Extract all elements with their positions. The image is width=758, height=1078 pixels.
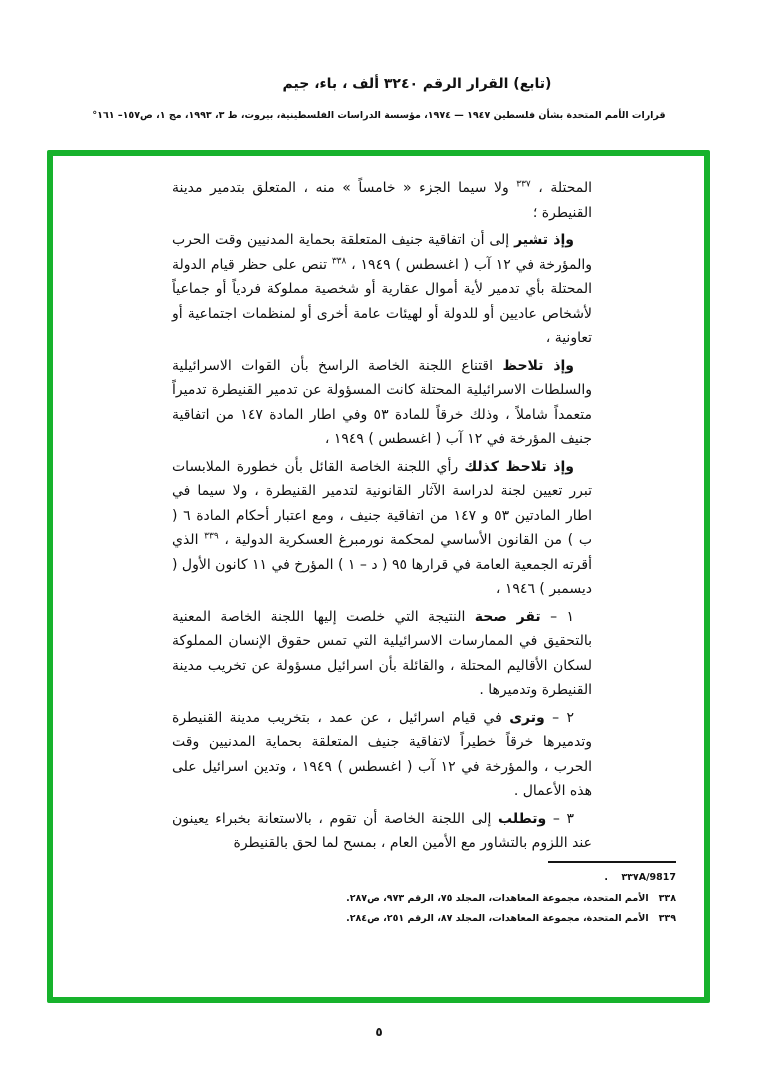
- text-run: الذي أقرته الجمعية العامة في قرارها ٩٥ ( د – ١ ) المؤرخ في ١١ كانون الأول ( ديسمبر ) ١٩٤٦ ،: [172, 532, 592, 597]
- footnote-number: ٣٣٧: [621, 872, 639, 883]
- document-header-title: (تابع) القرار الرقم ٣٢٤٠ ألف ، باء، جيم: [282, 76, 552, 92]
- text-run: إلى أن اتفاقية جنيف المتعلقة بحماية المدنيين وقت الحرب والمؤرخة في ١٢ آب ( اغسطس ) ١٩٤٩ ،: [172, 232, 593, 273]
- paragraph: [172, 706, 592, 804]
- text-run: إلى اللجنة الخاصة أن تقوم ، بالاستعانة بخبراء يعينون عند اللزوم بالتشاور مع الأمين العام ، بمسح لما لحق بالقنيطرة: [172, 810, 592, 851]
- text-run: ٣ –: [546, 810, 574, 827]
- footnote: [336, 889, 676, 910]
- paragraph: [172, 176, 592, 225]
- paragraph: [172, 228, 592, 351]
- footnote-text: A/9817 .: [604, 872, 676, 883]
- text-run: وإذ تلاحظ كذلك: [464, 458, 574, 475]
- text-run: في قيام اسرائيل ، عن عمد ، بتخريب مدينة القنيطرة وتدميرها خرقاً خطيراً لاتفاقية جنيف المتعلقة بحماية المدنيين وقت الحرب ، والمؤرخة في ١٢ آب ( اغسطس ) ١٩٤٩ ، وتدين اسرائيل على هذه الأعمال .: [172, 709, 592, 799]
- paragraph: [172, 354, 592, 452]
- text-run: وإذ تشير: [514, 232, 574, 248]
- text-run: تقر صحة: [474, 608, 541, 625]
- footnote: [336, 868, 676, 889]
- text-run: ١ –: [540, 608, 574, 625]
- footnote: [336, 909, 676, 930]
- text-run: المحتلة ،: [530, 180, 592, 196]
- footnote-separator-line: [548, 861, 676, 863]
- footnote-reference: ٣٣٩: [204, 531, 219, 542]
- document-header-subtitle: قرارات الأمم المتحدة بشأن فلسطين ١٩٤٧ — ١٩٧٤، مؤسسة الدراسات الفلسطينية، بيروت، ط ٣، ١٩٩٣، مج ١، ص١٥٧– ١٦١°: [92, 110, 666, 121]
- footnotes-block: [336, 868, 676, 930]
- text-run: النتيجة التي خلصت إليها اللجنة الخاصة المعنية بالتحقيق في الممارسات الاسرائيلية التي تمس حقوق الإنسان المملوكة لسكان الأقاليم المحتلة ، والقائلة بأن اسرائيل مسؤولة عن تخريب مدينة القنيطرة وتدميرها .: [172, 608, 592, 698]
- text-run: تنص على حظر قيام الدولة المحتلة بأي تدمير لأية أموال عقارية أو شخصية مملوكة فردياً أو جماعياً لأشخاص عاديين أو للدولة أو لهيئات عامة أخرى أو لمنظمات اجتماعية أو تعاونية ،: [172, 256, 592, 346]
- footnote-reference: ٣٣٧: [516, 179, 531, 190]
- footnote-number: ٣٣٨: [658, 892, 676, 904]
- text-run: ٢ –: [544, 709, 575, 726]
- footnote-number: ٣٣٩: [658, 913, 676, 924]
- footnote-reference: ٣٣٨: [331, 255, 347, 266]
- text-run: اقتناع اللجنة الخاصة الراسخ بأن القوات الاسرائيلية والسلطات الاسرائيلية المحتلة كانت المسؤولة عن تدمير القنيطرة تدميراً متعمداً شاملاً ، وذلك خرقاً للمادة ٥٣ وفي اطار المادة ١٤٧ من اتفاقية جنيف المؤرخة في ١٢ آب ( اغسطس ) ١٩٤٩ ،: [172, 357, 592, 447]
- text-run: رأي اللجنة الخاصة القائل بأن خطورة الملابسات تبرر تعيين لجنة لدراسة الآثار القانونية لتدمير القنيطرة ، ولا سيما في اطار المادتين ٥٣ و ١٤٧ من اتفاقية جنيف ، ومع اعتبار أحكام المادة ٦ ( ب ) من القانون الأساسي لمحكمة نورمبرغ العسكرية الدولية ،: [172, 458, 592, 548]
- paragraph: [172, 807, 592, 856]
- footnote-text: الأمم المتحدة، مجموعة المعاهدات، المجلد ٨٧، الرقم ٢٥١، ص٢٨٤.: [346, 913, 649, 924]
- paragraph: [172, 605, 592, 703]
- text-run: وترى: [509, 709, 545, 726]
- text-run: وإذ تلاحظ: [502, 357, 574, 374]
- page-number: ٥: [375, 1025, 383, 1039]
- footnote-text: الأمم المتحدة، مجموعة المعاهدات، المجلد ٧٥، الرقم ٩٧٣، ص٢٨٧.: [346, 892, 649, 904]
- text-run: ولا سيما الجزء « خامساً » منه ، المتعلق بتدمير مدينة القنيطرة ؛: [172, 180, 592, 221]
- text-run: وتطلب: [498, 810, 547, 827]
- resolution-body-text: [172, 176, 592, 859]
- paragraph: [172, 455, 592, 602]
